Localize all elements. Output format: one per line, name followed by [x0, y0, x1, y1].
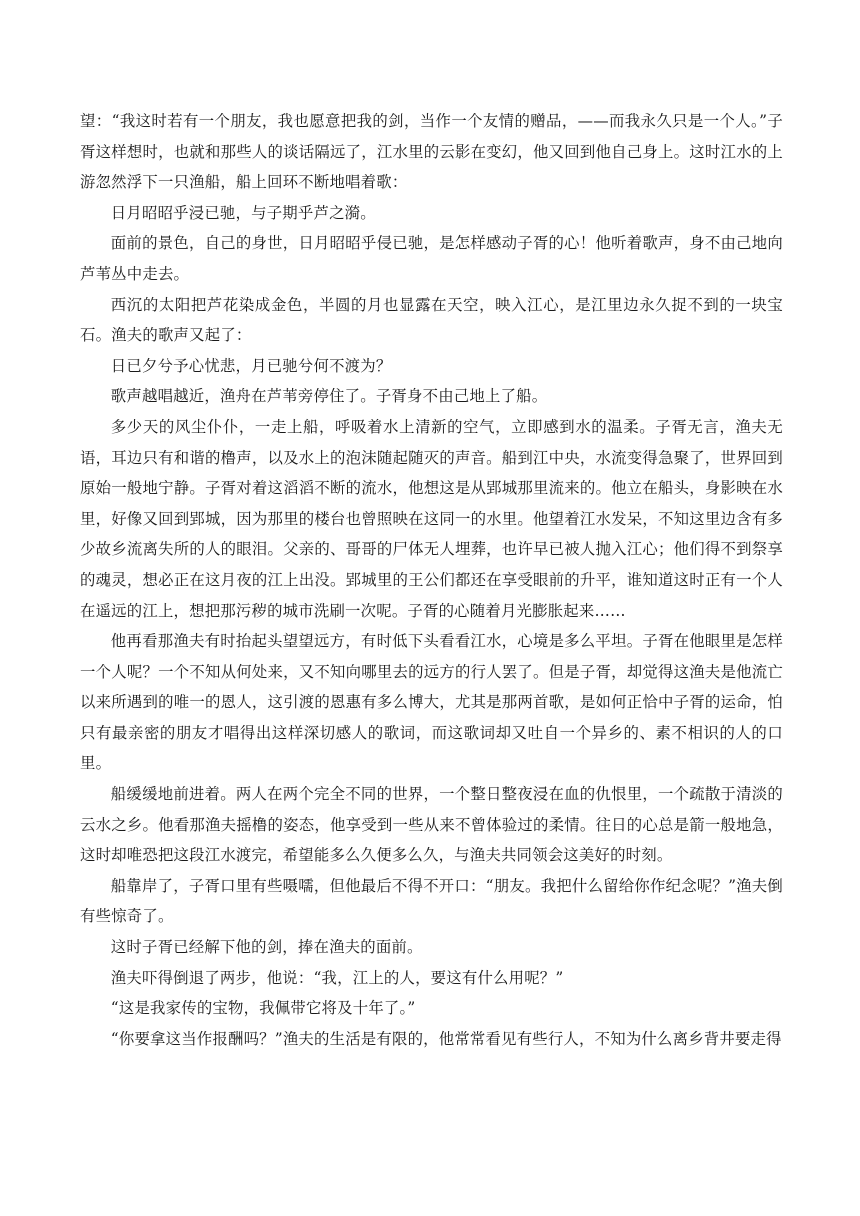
dialogue-line: “这是我家传的宝物，我佩带它将及十年了。”	[110, 999, 416, 1018]
paragraph: 他再看那渔夫有时抬起头望望远方，有时低下头看看江水，心境是多么平坦。子胥在他眼里是怎样一个人呢？一个不知从何处来，又不知向哪里去的远方的行人罢了。但是子胥，却觉得这渔夫是他流亡以来所遇到的唯一的恩人，这引渡的恩惠有多么博大，尤其是那两首歌，是如何正恰中子胥的运命，怕只有最亲密的朋友才唱得出这样深切感人的歌词，而这歌词却又吐自一个异乡的、素不相识的人的口里。	[80, 632, 783, 773]
paragraph: 望：“我这时若有一个朋友，我也愿意把我的剑，当作一个友情的赠品，——而我永久只是一个人。”子胥这样想时，也就和那些人的谈话隔远了，江水里的云影在变幻，他又回到他自己身上。这时江水的上游忽然浮下一只渔船，船上回环不断地唱着歌：	[80, 112, 783, 192]
paragraph: 面前的景色，自己的身世，日月昭昭乎侵已驰，是怎样感动子胥的心！他听着歌声，身不由己地向芦苇丛中走去。	[80, 234, 783, 283]
paragraph: 西沉的太阳把芦花染成金色，半圆的月也显露在天空，映入江心，是江里边永久捉不到的一块宝石。渔夫的歌声又起了：	[80, 295, 783, 345]
document-body	[80, 106, 783, 1054]
song-lyric-line: 日月昭昭乎浸已驰，与子期乎芦之漪。	[110, 203, 376, 222]
song-lyric-line: 日已夕兮予心忧悲，月已驰兮何不渡为？	[110, 356, 392, 375]
paragraph: 船缓缓地前进着。两人在两个完全不同的世界，一个整日整夜浸在血的仇恨里，一个疏散于清淡的云水之乡。他看那渔夫摇橹的姿态，他享受到一些从来不曾体验过的柔情。往日的心总是箭一般地急，这时却唯恐把这段江水渡完，希望能多么久便多么久，与渔夫共同领会这美好的时刻。	[80, 785, 783, 865]
paragraph: 多少天的风尘仆仆，一走上船，呼吸着水上清新的空气，立即感到水的温柔。子胥无言，渔夫无语，耳边只有和谐的橹声，以及水上的泡沫随起随灭的声音。船到江中央，水流变得急聚了，世界回到原始一般地宁静。子胥对着这滔滔不断的流水，他想这是从郢城那里流来的。他立在船头，身影映在水里，好像又回到郢城，因为那里的楼台也曾照映在这同一的水里。他望着江水发呆，不知这里边含有多少故乡流离失所的人的眼泪。父亲的、哥哥的尸体无人埋葬，也许早已被人抛入江心；他们得不到祭享的魂灵，想必正在这月夜的江上出没。郢城里的王公们都还在享受眼前的升平，谁知道这时正有一个人在遥远的江上，想把那污秽的城市洗刷一次呢。子胥的心随着月光膨胀起来……	[80, 417, 783, 620]
dialogue-line: 渔夫吓得倒退了两步，他说：“我，江上的人，要这有什么用呢？”	[110, 968, 564, 987]
paragraph: 歌声越唱越近，渔舟在芦苇旁停住了。子胥身不由己地上了船。	[110, 387, 548, 406]
paragraph: “你要拿这当作报酬吗？”渔夫的生活是有限的，他常常看见有些行人，不知为什么离乡背井要走得	[110, 1029, 782, 1048]
paragraph: 船靠岸了，子胥口里有些嗫嚅，但他最后不得不开口：“朋友。我把什么留给你作纪念呢？”渔夫倒有些惊奇了。	[80, 876, 783, 926]
paragraph: 这时子胥已经解下他的剑，捧在渔夫的面前。	[110, 938, 423, 957]
